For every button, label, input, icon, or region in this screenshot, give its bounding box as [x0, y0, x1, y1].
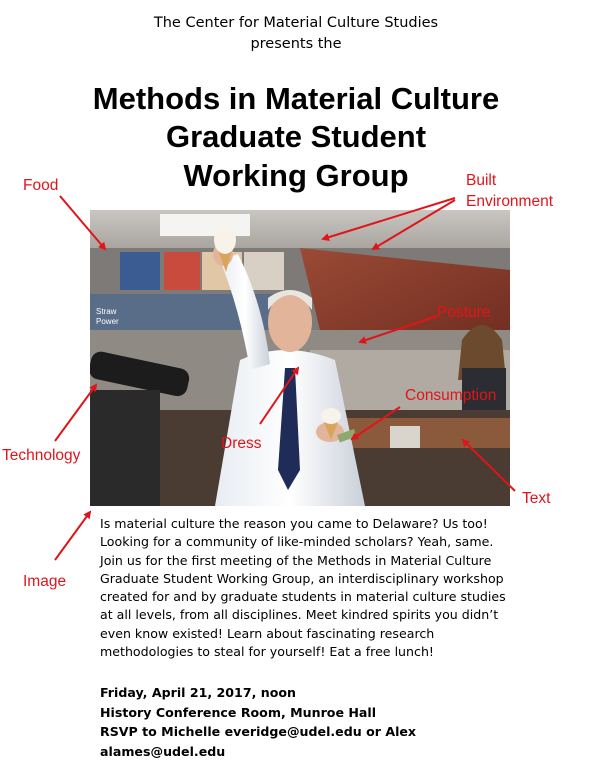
title-line-2: Graduate Student	[165, 119, 427, 154]
description-line: at all levels, from all disciplines. Meet kindred spirits you didn’t	[100, 607, 499, 623]
label-built: Built	[466, 172, 497, 189]
label-consumption: Consumption	[405, 387, 497, 404]
description-line: even know existed! Learn about fascinating research	[100, 625, 435, 641]
event-location: History Conference Room, Munroe Hall	[100, 704, 377, 720]
event-rsvp: RSVP to Michelle everidge@udel.edu or Alex	[100, 724, 417, 739]
power-sign: Power	[96, 317, 119, 326]
description-line: created for and by graduate students in material culture studies	[100, 589, 506, 605]
title-line-1: Methods in Material Culture	[92, 81, 500, 116]
presents-line: presents the	[250, 36, 342, 52]
label-environment: Environment	[466, 193, 554, 210]
label-text: Text	[522, 490, 551, 507]
event-email: alames@udel.edu	[100, 743, 226, 759]
straw-sign: Straw	[96, 307, 117, 316]
label-posture: Posture	[437, 304, 491, 321]
description-line: Is material culture the reason you came to Delaware? Us too!	[100, 516, 488, 531]
event-photo	[90, 210, 510, 506]
label-dress: Dress	[221, 435, 262, 452]
presenter-line: The Center for Material Culture Studies	[153, 15, 439, 31]
description-line: Looking for a community of like-minded scholars? Yeah, same.	[100, 534, 494, 550]
event-details	[100, 683, 550, 761]
arrow-image	[55, 512, 90, 560]
label-image: Image	[23, 573, 67, 590]
label-technology: Technology	[2, 447, 81, 464]
description	[100, 515, 520, 661]
event-date: Friday, April 21, 2017, noon	[100, 685, 296, 700]
title-line-3: Working Group	[183, 158, 409, 193]
description-line: Join us for the first meeting of the Methods in Material Culture	[100, 552, 492, 568]
description-line: Graduate Student Working Group, an interdisciplinary workshop	[100, 570, 504, 586]
label-food: Food	[23, 177, 59, 194]
description-line: methodologies to steal for yourself! Eat a free lunch!	[100, 644, 434, 660]
